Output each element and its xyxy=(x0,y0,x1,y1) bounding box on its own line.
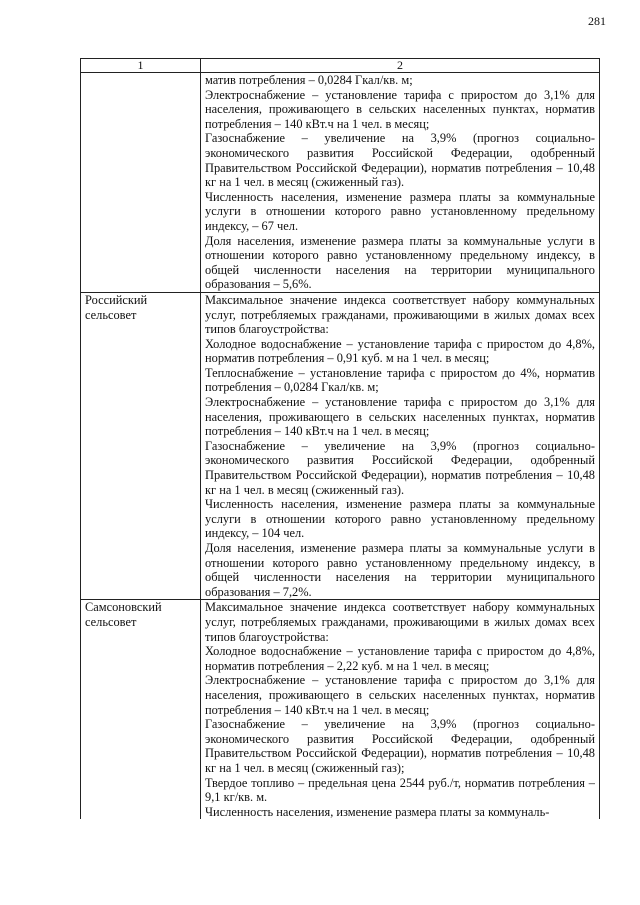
paragraph: Газоснабжение – увеличение на 3,9% (прогноз социально-экономического развития Российской Федерации, одобренный Правительством Российской Федерации), норматив потребления – 10,48 кг на 1 чел. в месяц (сжиженный газ); xyxy=(205,717,595,775)
row-content xyxy=(201,73,600,293)
municipality-name xyxy=(81,73,201,293)
municipality-name: Российский сельсовет xyxy=(81,292,201,599)
paragraph: Твердое топливо – предельная цена 2544 руб./т, норматив потребления – 9,1 кг/кв. м. xyxy=(205,775,595,805)
paragraph: Холодное водоснабжение – установление тарифа с приростом до 4,8%, норматив потребления – 0,91 куб. м на 1 чел. в месяц; xyxy=(205,336,595,366)
page-number: 281 xyxy=(588,14,606,28)
paragraph: Численность населения, изменение размера платы за коммунальные услуги в отношении которого равно установленному предельному индексу, – 67 чел. xyxy=(205,189,595,233)
municipality-name: Самсоновский сельсовет xyxy=(81,600,201,819)
table-row xyxy=(81,292,600,599)
indices-table xyxy=(80,58,600,819)
paragraph: Численность населения, изменение размера платы за коммунальные услуги в отношении которого равно установленному предельному индексу, – 104 чел. xyxy=(205,497,595,541)
paragraph: Максимальное значение индекса соответствует набору коммунальных услуг, потребляемых гражданами, проживающими в жилых домах всех типов благоустройства: xyxy=(205,292,595,337)
paragraph: Максимальное значение индекса соответствует набору коммунальных услуг, потребляемых гражданами, проживающими в жилых домах всех типов благоустройства: xyxy=(205,600,595,644)
paragraph: Газоснабжение – увеличение на 3,9% (прогноз социально-экономического развития Российской Федерации, одобренный Правительством Российской Федерации), норматив потребления – 10,48 кг на 1 чел. в месяц (сжиженный газ). xyxy=(205,131,595,190)
table-header-row xyxy=(81,59,600,73)
paragraph: Численность населения, изменение размера платы за коммуналь- xyxy=(205,804,550,819)
paragraph: Доля населения, изменение размера платы за коммунальные услуги в отношении которого равно установленному предельному индексу, в общей численности населения на территории муниципального образования – 7,2%. xyxy=(205,541,595,599)
paragraph: Электроснабжение – установление тарифа с приростом до 3,1% для населения, проживающего в сельских населенных пунктах, норматив потребления – 140 кВт.ч на 1 чел. в месяц; xyxy=(205,395,595,439)
paragraph: Электроснабжение – установление тарифа с приростом до 3,1% для населения, проживающего в сельских населенных пунктах, норматив потребления – 140 кВт.ч на 1 чел. в месяц; xyxy=(205,673,595,717)
row-content xyxy=(201,292,600,599)
column-header-2: 2 xyxy=(201,59,600,73)
row-content xyxy=(201,600,600,819)
paragraph: Холодное водоснабжение – установление тарифа с приростом до 4,8%, норматив потребления – 2,22 куб. м на 1 чел. в месяц; xyxy=(205,644,595,673)
paragraph: Газоснабжение – увеличение на 3,9% (прогноз социально-экономического развития Российской Федерации, одобренный Правительством Российской Федерации), норматив потребления – 10,48 кг на 1 чел. в месяц (сжиженный газ). xyxy=(205,438,595,497)
column-header-1: 1 xyxy=(81,59,201,73)
paragraph: Электроснабжение – установление тарифа с приростом до 3,1% для населения, проживающего в сельских населенных пунктах, норматив потребления – 140 кВт.ч на 1 чел. в месяц; xyxy=(205,87,595,131)
table-row xyxy=(81,73,600,293)
paragraph: матив потребления – 0,0284 Гкал/кв. м; xyxy=(205,73,413,87)
table-row xyxy=(81,600,600,819)
paragraph: Теплоснабжение – установление тарифа с приростом до 4%, норматив потребления – 0,0284 Гкал/кв. м; xyxy=(205,365,595,395)
paragraph: Доля населения, изменение размера платы за коммунальные услуги в отношении которого равно установленному предельному индексу, в общей численности населения на территории муниципального образования – 5,6%. xyxy=(205,233,595,292)
